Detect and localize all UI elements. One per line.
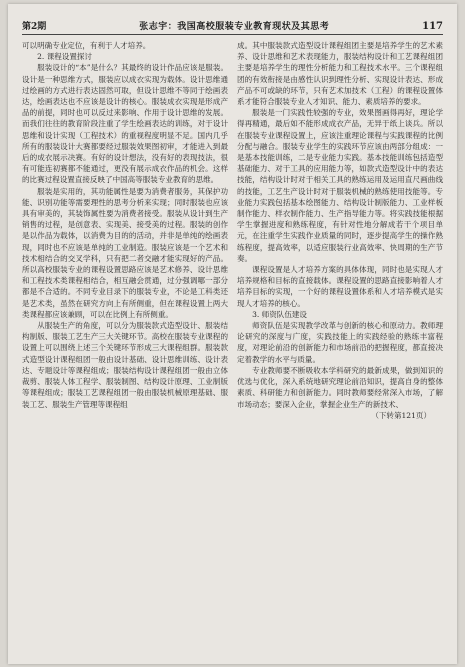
paragraph: 成。其中服装款式造型设计课程组团主要是培养学生的艺术素养、设计思维和艺术表现能力，服装结构设计和工艺课程组团主要是培养学生的理性分析能力和工程技术水平。三个课程组团的有效衔接是由感性认识到理性分析、实现设计表达、形成产品不可或缺的环节，只有艺术加技术（工程）的课程设置体系才能符合服装专业人才知识、能力、素质培养的要求。 [237,41,443,107]
paragraph: 服装设计的“本”是什么？其最终的设计作品应该是服装。设计是一种思维方式，服装应以成衣实现为载体。设计思维通过绘画的方式进行表达固然可取，但设计思维不等同于绘画表达，绘画表达也不应该是设计的核心。服装成衣实现是形成产品的前提，同时也可以反过来影响、作用于设计思维的发展。而我们往往的教育阶段注重了学生绘画表达的训练，对于设计思维和设计实现（工程技术）的重视程度明显不足。国内几乎所有的服装设计大赛都要经过服装效果图初审，才能进入到最后的成衣展示决赛。有好的设计想法，没有好的表现技法，很有可能连初赛都不能通过，更没有展示成衣作品的机会。这样的比赛过程设置直接反映了中国高等服装专业教育的思维。 [22,63,228,185]
paragraph: 师资队伍是实现教学改革与创新的核心和原动力。教师理论研究的深度与广度，实践技能上的实践经验的熟练丰富程度，对理论前沿的创新能力和市场前沿的把握程度，都直接决定着教学的水平与质量。 [237,321,443,364]
paragraph: 从服装生产的角度，可以分为服装款式造型设计、服装结构制版、服装工艺生产三大关键环节。高校在服装专业课程的设置上可以围绕上述三个关键环节形成三大课程组群。服装款式造型设计课程组团一般由设计基础、设计思维训练、设计表达、专题设计等课程组成；服装结构设计课程组团一般由立体裁剪、服装人体工程学、服装制图、结构设计原理、工业制版等课程组成；服装工艺课程组团一般由服装机械原理基础、服装工艺、服装生产管理等课程组 [22,321,228,409]
issue-number: 第2期 [22,22,47,32]
paragraph: 服装是一门实践性较强的专业，效果图画得再好，理论学得再精通，最后如不能形成成衣产品，无异于纸上谈兵。所以在服装专业课程设置上，应该注重理论课程与实践课程的比例分配与融合。服装专业学生的实践环节应该由两部分组成：一是基本技能训练，二是专业能力实践。基本技能训练包括造型基础能力、对于工具的应用能力等，如款式造型设计中的表达技能，结构设计时对于相关工具的熟练运用及运用直尺画曲线的技能，工艺生产设计时对于服装机械的熟练使用技能等。专业能力实践包括基本绘图能力、结构设计制版能力、工业样板制作能力、样衣制作能力、生产指导能力等。将实践技能根据学生掌握进度和熟练程度，有针对性地分解成若干个项目单元，在注重学生实践作业质量的同时，逐步提高学生的操作熟练程度，提高效率，以适应服装行业高效率、快周期的生产节奏。 [237,108,443,263]
running-head: 张志宇：我国高校服装专业教育现状及其思考 [139,22,330,32]
paragraph: 可以明确专业定位，有利于人才培养。 [22,41,151,50]
section-heading: 3. 师资队伍建设 [252,309,307,319]
left-column [22,40,228,648]
section-heading: 2. 课程设置探讨 [37,52,92,62]
page-header [22,12,443,35]
paragraph: 课程设置是人才培养方案的具体体现，同时也是实现人才培养规格和目标的直接载体。课程设置的思路直接影响着人才培养目标的实现，一个好的课程设置体系和人才培养模式是实现人才培养的核心。 [237,265,443,308]
page-number: 117 [422,21,443,32]
continuation-note: （下转第121页） [371,410,431,420]
journal-page [8,4,457,664]
paragraph: 专业教师要不断吸收本学科研究的最新成果，做到知识的优选与优化，深入系统地研究理论前沿知识，提高自身的整体素质、科研能力和创新能力。同时教师要经常深入市场，了解市场动态；要深入企业，掌握企业生产的新技术、 [237,365,443,409]
right-column [237,40,443,648]
paragraph: 服装是实用的，其功能属性是要为消费者服务，其保护功能、识别功能等需要理性的思考分析来实现；同时服装也应该具有审美的，其装饰属性要为消费者接受。服装从设计到生产销售的过程，是创意表、实现美、接受美的过程。服装的创作是以作品为载体，以消费为目的的活动，并非是单纯的绘画表现，同时也不应该是单纯的工业制造。服装应该是一个艺术和技术相结合的交叉学科，只有把二者交融才能实现好的产品。所以高校服装专业的课程设置思路应该是艺术修养、设计思维和工程技术类课程相结合，相互融会贯通，过分强调哪一部分都是不合适的。不同专业目录下的服装专业，不论是工科类还是艺术类，虽然在研究方向上有所侧重，但在课程设置上两大类课程都应该兼顾，可以在比例上有所侧重。 [22,186,228,319]
